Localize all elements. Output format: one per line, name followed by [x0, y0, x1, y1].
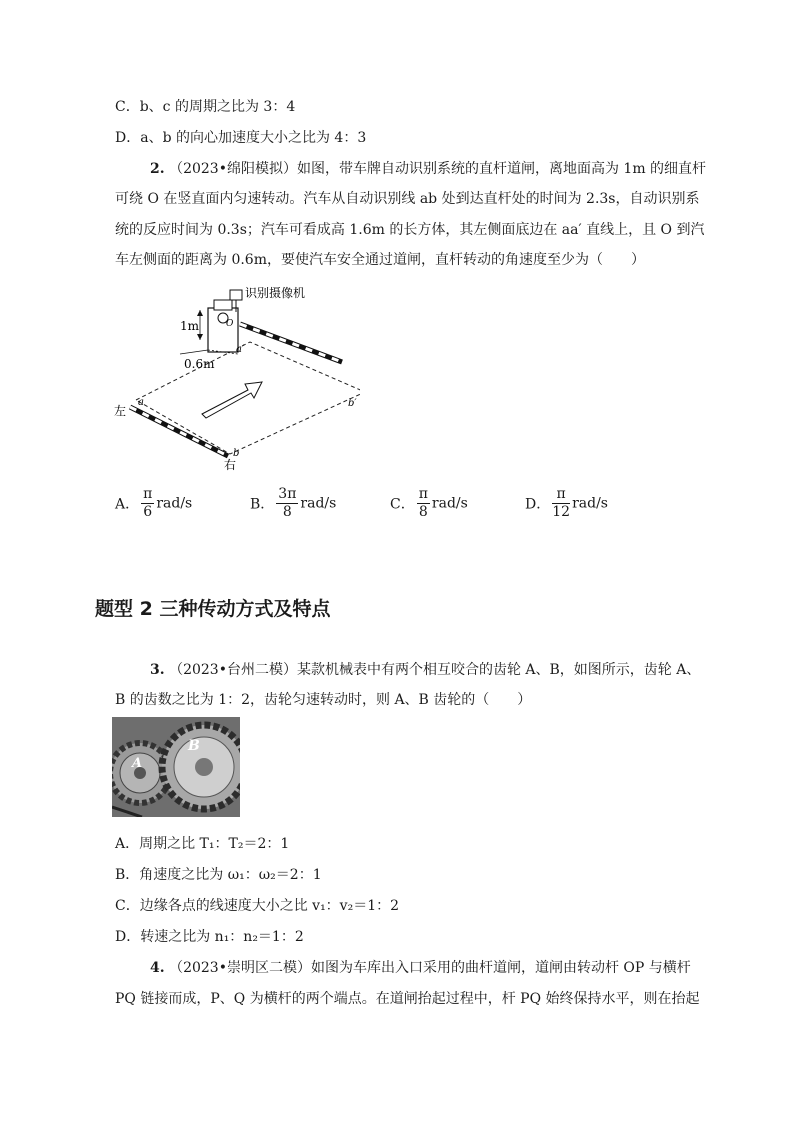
q2-line-4: 车左侧面的距离为 0.6m，要使汽车安全通过道闸，直杆转动的角速度至少为（ ） — [115, 252, 645, 268]
label-left: 左 — [114, 404, 127, 418]
gear-label-b: B — [188, 738, 200, 754]
q1-option-d: D．a、b 的向心加速度大小之比为 4：3 — [115, 130, 367, 146]
q3-option-b: B．角速度之比为 ω₁：ω₂＝2：1 — [115, 867, 322, 883]
q4-line-1 — [150, 958, 691, 978]
q3-option-a: A．周期之比 T₁：T₂＝2：1 — [115, 836, 290, 852]
q4-number: 4. — [150, 960, 165, 976]
camera-label: 识别摄像机 — [245, 286, 306, 300]
q3-gear-figure — [112, 717, 240, 817]
label-b-prime: b′ — [348, 398, 357, 409]
q4-line-2: PQ 链接而成，P、Q 为横杆的两个端点。在道闸抬起过程中，杆 PQ 始终保持水平，则在抬起 — [115, 991, 700, 1007]
q2-option-a: A． $\frac{\pi}{6}$ rad/s — [115, 486, 193, 520]
section-heading: 题型 2 三种传动方式及特点 — [95, 598, 331, 620]
label-b: b — [233, 448, 240, 459]
q2-option-c: C． $\frac{\pi}{8}$ rad/s — [390, 486, 468, 520]
label-a: a — [138, 397, 144, 408]
q2-option-d: D． $\frac{\pi}{12}$ rad/s — [525, 486, 608, 520]
q2-text-1: （2023•绵阳模拟）如图，带车牌自动识别系统的直杆道闸，离地面高为 1m 的细直杆 — [169, 161, 707, 177]
label-0-6m: 0.6m — [184, 357, 215, 371]
q3-option-c: C．边缘各点的线速度大小之比 v₁：v₂＝1：2 — [115, 898, 400, 914]
label-right: 右 — [224, 458, 237, 472]
q3-number: 3. — [150, 662, 165, 678]
q2-gate-figure — [110, 282, 360, 472]
label-1m: 1m — [180, 319, 200, 333]
gear-label-a: A — [132, 756, 143, 771]
q3-option-d: D．转速之比为 n₁：n₂＝1：2 — [115, 929, 304, 945]
q4-text-1: （2023•崇明区二模）如图为车库出入口采用的曲杆道闸，道闸由转动杆 OP 与横杆 — [169, 960, 691, 976]
q2-line-3: 统的反应时间为 0.3s；汽车可看成高 1.6m 的长方体，其左侧面底边在 aa′ 直线上，且 O 到汽 — [115, 222, 705, 238]
label-a-prime: a′ — [236, 344, 245, 355]
q2-line-1 — [150, 159, 706, 179]
q2-option-b: B． $\frac{3\pi}{8}$ rad/s — [250, 486, 337, 520]
q1-option-c: C．b、c 的周期之比为 3：4 — [115, 99, 296, 115]
direction-arrow — [202, 382, 262, 418]
q3-text-1: （2023•台州二模）某款机械表中有两个相互咬合的齿轮 A、B，如图所示，齿轮 A、 — [169, 662, 701, 678]
q2-number: 2. — [150, 161, 165, 177]
q2-line-2: 可绕 O 在竖直面内匀速转动。汽车从自动识别线 ab 处到达直杆处的时间为 2.3s，自动识别系 — [115, 191, 700, 207]
gate-post — [208, 308, 238, 352]
label-o: O — [226, 319, 234, 329]
q3-line-1 — [150, 660, 700, 680]
q3-line-2: B 的齿数之比为 1：2，齿轮匀速转动时，则 A、B 齿轮的（ ） — [115, 692, 532, 708]
